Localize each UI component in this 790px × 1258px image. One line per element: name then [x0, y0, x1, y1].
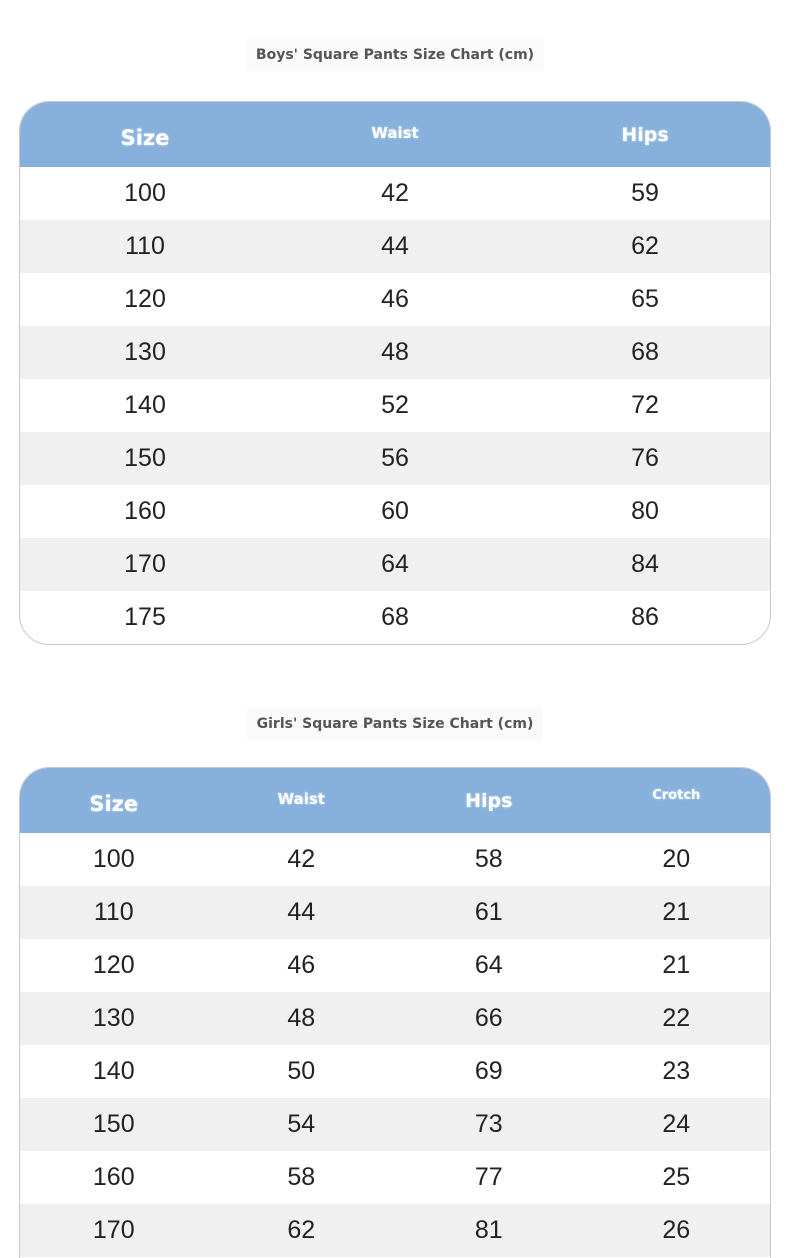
girls-header-size: Size — [89, 792, 139, 816]
boys-table-row — [20, 432, 770, 485]
girls-header-crotch: Crotch — [652, 788, 701, 803]
girls-header-row — [20, 768, 770, 833]
girls-table-row — [20, 1151, 770, 1204]
girls-cell-hips: 81 — [474, 1216, 503, 1244]
boys-table-row — [20, 538, 770, 591]
boys-cell-size: 130 — [124, 338, 166, 366]
boys-cell-size: 100 — [124, 179, 166, 207]
boys-table-row — [20, 379, 770, 432]
boys-cell-waist: 44 — [381, 232, 409, 260]
boys-table-body — [20, 167, 770, 644]
girls-cell-size: 170 — [92, 1216, 135, 1244]
girls-size-table — [19, 767, 771, 1258]
girls-cell-waist: 50 — [287, 1057, 316, 1085]
boys-chart-title-text: Boys' Square Pants Size Chart (cm) — [246, 39, 544, 71]
girls-table-row — [20, 992, 770, 1045]
girls-cell-crotch: 24 — [662, 1110, 691, 1138]
girls-cell-waist: 44 — [287, 898, 316, 926]
boys-cell-waist: 60 — [381, 497, 409, 525]
girls-cell-waist: 62 — [287, 1216, 316, 1244]
girls-table-row — [20, 1045, 770, 1098]
boys-size-table — [19, 101, 771, 645]
boys-cell-hips: 72 — [631, 391, 659, 419]
boys-cell-hips: 62 — [631, 232, 659, 260]
girls-table-row — [20, 833, 770, 886]
girls-cell-size: 140 — [92, 1057, 135, 1085]
boys-cell-size: 160 — [124, 497, 166, 525]
boys-cell-hips: 76 — [631, 444, 659, 472]
boys-cell-waist: 64 — [381, 550, 409, 578]
girls-cell-size: 160 — [92, 1163, 135, 1191]
girls-cell-crotch: 22 — [662, 1004, 691, 1032]
girls-chart-title-text: Girls' Square Pants Size Chart (cm) — [247, 708, 544, 740]
girls-cell-waist: 48 — [287, 1004, 316, 1032]
boys-cell-size: 175 — [124, 603, 166, 631]
boys-cell-waist: 68 — [381, 603, 409, 631]
girls-table-body — [20, 833, 770, 1257]
girls-header-hips: Hips — [465, 790, 513, 812]
boys-cell-hips: 86 — [631, 603, 659, 631]
boys-cell-hips: 59 — [631, 179, 659, 207]
boys-cell-hips: 80 — [631, 497, 659, 525]
boys-table-row — [20, 326, 770, 379]
girls-cell-crotch: 21 — [662, 951, 691, 979]
girls-cell-crotch: 25 — [662, 1163, 691, 1191]
boys-table-row — [20, 220, 770, 273]
boys-cell-size: 110 — [125, 232, 165, 260]
girls-header-waist: Waist — [277, 790, 325, 808]
boys-cell-size: 120 — [124, 285, 166, 313]
boys-table-row — [20, 591, 770, 644]
boys-table-row — [20, 167, 770, 220]
boys-header-size: Size — [120, 126, 170, 150]
boys-cell-size: 170 — [124, 550, 166, 578]
boys-table-row — [20, 485, 770, 538]
boys-cell-hips: 84 — [631, 550, 659, 578]
girls-cell-size: 130 — [92, 1004, 135, 1032]
girls-cell-crotch: 21 — [662, 898, 691, 926]
boys-chart-title — [0, 39, 790, 71]
girls-cell-hips: 69 — [474, 1057, 503, 1085]
boys-cell-size: 140 — [124, 391, 166, 419]
girls-cell-size: 100 — [92, 845, 135, 873]
girls-table-row — [20, 886, 770, 939]
girls-cell-hips: 73 — [474, 1110, 503, 1138]
girls-cell-waist: 42 — [287, 845, 316, 873]
boys-header-row — [20, 102, 770, 167]
boys-cell-waist: 46 — [381, 285, 409, 313]
boys-cell-waist: 52 — [381, 391, 409, 419]
boys-cell-hips: 68 — [631, 338, 659, 366]
girls-cell-size: 120 — [92, 951, 135, 979]
girls-cell-hips: 77 — [474, 1163, 503, 1191]
girls-cell-size: 110 — [93, 898, 134, 926]
girls-table-row — [20, 1204, 770, 1257]
boys-table-row — [20, 273, 770, 326]
boys-cell-waist: 48 — [381, 338, 409, 366]
girls-cell-waist: 46 — [287, 951, 316, 979]
boys-cell-size: 150 — [124, 444, 166, 472]
girls-cell-crotch: 23 — [662, 1057, 691, 1085]
girls-chart-title — [0, 708, 790, 740]
boys-header-hips: Hips — [621, 124, 669, 146]
girls-cell-hips: 66 — [474, 1004, 503, 1032]
girls-cell-size: 150 — [92, 1110, 135, 1138]
girls-table-row — [20, 1098, 770, 1151]
girls-cell-hips: 64 — [474, 951, 503, 979]
girls-cell-waist: 54 — [287, 1110, 316, 1138]
girls-cell-hips: 61 — [474, 898, 503, 926]
girls-cell-crotch: 20 — [662, 845, 691, 873]
boys-header-waist: Waist — [371, 124, 419, 142]
boys-cell-waist: 42 — [381, 179, 409, 207]
girls-cell-crotch: 26 — [662, 1216, 691, 1244]
boys-cell-hips: 65 — [631, 285, 659, 313]
girls-table-row — [20, 939, 770, 992]
girls-cell-hips: 58 — [474, 845, 503, 873]
girls-cell-waist: 58 — [287, 1163, 316, 1191]
boys-cell-waist: 56 — [381, 444, 409, 472]
